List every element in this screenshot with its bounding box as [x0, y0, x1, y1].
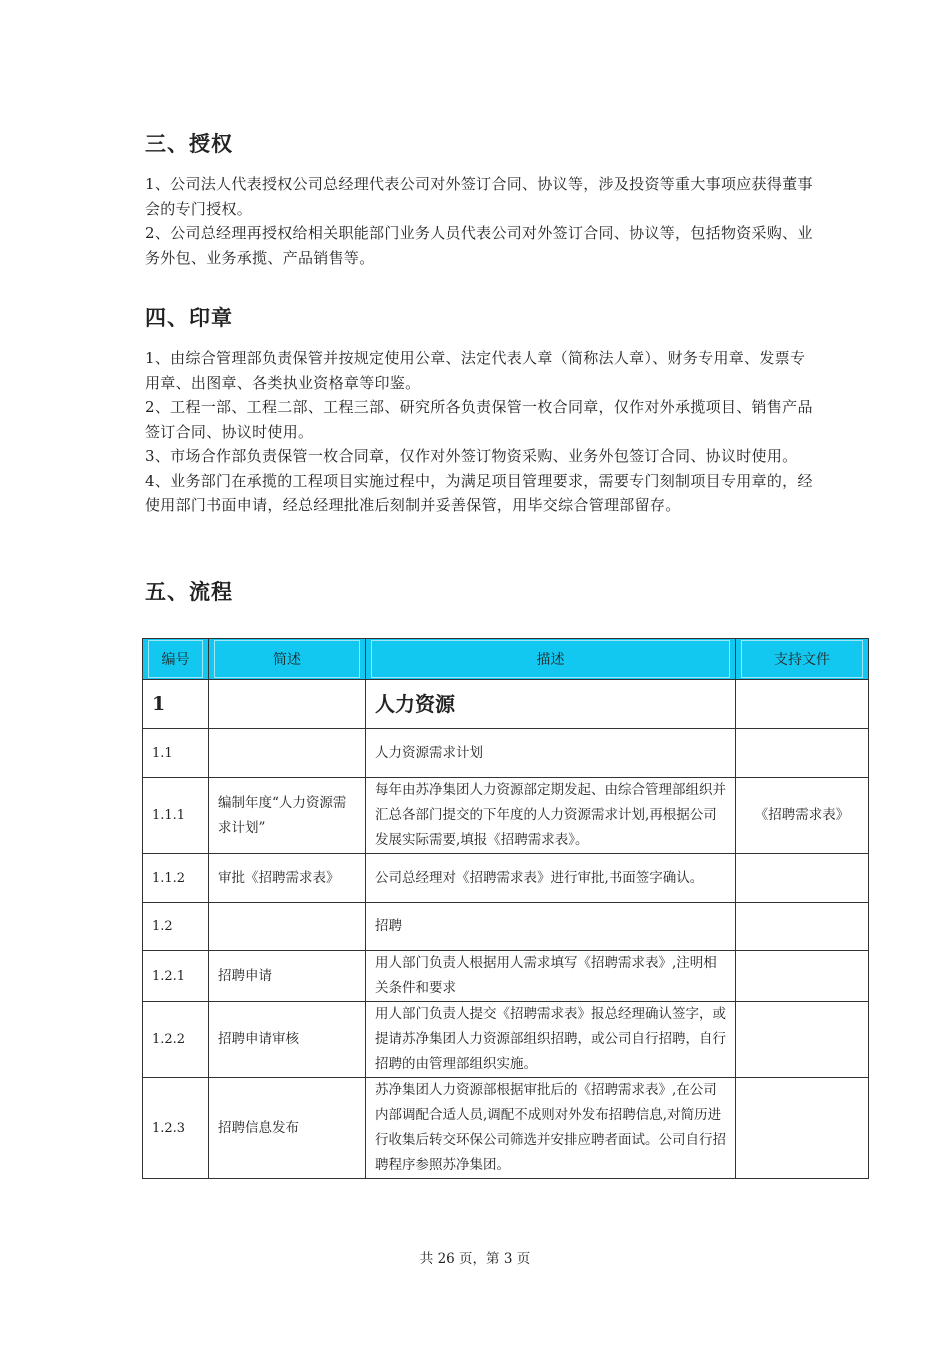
cell-description: 人力资源 [366, 680, 736, 729]
paragraph: 2、工程一部、工程二部、工程三部、研究所各负责保管一枚合同章，仅作对外承揽项目、销售产品签订合同、协议时使用。 [145, 398, 813, 441]
paragraph: 3、市场合作部负责保管一枚合同章，仅作对外签订物资采购、业务外包签订合同、协议时使用。 [145, 447, 798, 465]
cell-summary: 编制年度“人力资源需求计划” [209, 778, 366, 854]
cell-id: 1.1.2 [143, 854, 209, 903]
section-authorization [145, 128, 815, 270]
table-row [143, 854, 869, 903]
process-table [142, 638, 869, 1179]
cell-description: 用人部门负责人提交《招聘需求表》报总经理确认签字，或提请苏净集团人力资源部组织招聘，或公司自行招聘，自行招聘的由管理部组织实施。 [366, 1002, 736, 1078]
col-header-description: 描述 [366, 639, 736, 680]
table-row [143, 778, 869, 854]
col-header-id: 编号 [143, 639, 209, 680]
cell-documents [736, 903, 869, 951]
cell-description: 苏净集团人力资源部根据审批后的《招聘需求表》,在公司内部调配合适人员,调配不成则对外发布招聘信息,对简历进行收集后转交环保公司筛选并安排应聘者面试。公司自行招聘程序参照苏净集团。 [366, 1078, 736, 1179]
paragraph: 1、由综合管理部负责保管并按规定使用公章、法定代表人章（简称法人章）、财务专用章、发票专用章、出图章、各类执业资格章等印鉴。 [145, 349, 806, 392]
section-process [145, 576, 815, 620]
cell-description: 人力资源需求计划 [366, 729, 736, 778]
cell-summary [209, 903, 366, 951]
cell-id: 1.2.2 [143, 1002, 209, 1078]
cell-description: 招聘 [366, 903, 736, 951]
paragraph: 2、公司总经理再授权给相关职能部门业务人员代表公司对外签订合同、协议等，包括物资采购、业务外包、业务承揽、产品销售等。 [145, 224, 813, 267]
cell-summary: 招聘申请审核 [209, 1002, 366, 1078]
paragraph: 4、业务部门在承揽的工程项目实施过程中，为满足项目管理要求，需要专门刻制项目专用章的，经使用部门书面申请，经总经理批准后刻制并妥善保管，用毕交综合管理部留存。 [145, 471, 813, 514]
cell-summary [209, 680, 366, 729]
cell-id: 1.2.1 [143, 951, 209, 1002]
cell-summary: 招聘信息发布 [209, 1078, 366, 1179]
cell-summary: 审批《招聘需求表》 [209, 854, 366, 903]
cell-description: 每年由苏净集团人力资源部定期发起、由综合管理部组织并汇总各部门提交的下年度的人力资源需求计划,再根据公司发展实际需要,填报《招聘需求表》。 [366, 778, 736, 854]
cell-documents [736, 854, 869, 903]
table-row [143, 1002, 869, 1078]
section-seals [145, 302, 815, 518]
cell-id: 1.1 [143, 729, 209, 778]
cell-documents [736, 729, 869, 778]
cell-description: 公司总经理对《招聘需求表》进行审批,书面签字确认。 [366, 854, 736, 903]
cell-id: 1.2.3 [143, 1078, 209, 1179]
cell-documents [736, 680, 869, 729]
table-row [143, 1078, 869, 1179]
cell-id: 1 [143, 680, 209, 729]
table-row [143, 951, 869, 1002]
table-row [143, 903, 869, 951]
col-header-documents: 支持文件 [736, 639, 869, 680]
section-heading: 三、授权 [145, 132, 233, 156]
cell-documents: 《招聘需求表》 [736, 778, 869, 854]
paragraph: 1、公司法人代表授权公司总经理代表公司对外签订合同、协议等，涉及投资等重大事项应获得董事会的专门授权。 [145, 175, 813, 218]
cell-documents [736, 1078, 869, 1179]
cell-id: 1.2 [143, 903, 209, 951]
section-heading: 五、流程 [145, 580, 233, 604]
cell-documents [736, 951, 869, 1002]
cell-summary [209, 729, 366, 778]
cell-description: 用人部门负责人根据用人需求填写《招聘需求表》,注明相关条件和要求 [366, 951, 736, 1002]
cell-documents [736, 1002, 869, 1078]
col-header-summary: 简述 [209, 639, 366, 680]
table-header-row [143, 639, 869, 680]
page-footer: 共 26 页，第 3 页 [419, 1251, 531, 1267]
cell-id: 1.1.1 [143, 778, 209, 854]
section-heading: 四、印章 [145, 306, 233, 330]
table-row [143, 680, 869, 729]
table-row [143, 729, 869, 778]
cell-summary: 招聘申请 [209, 951, 366, 1002]
